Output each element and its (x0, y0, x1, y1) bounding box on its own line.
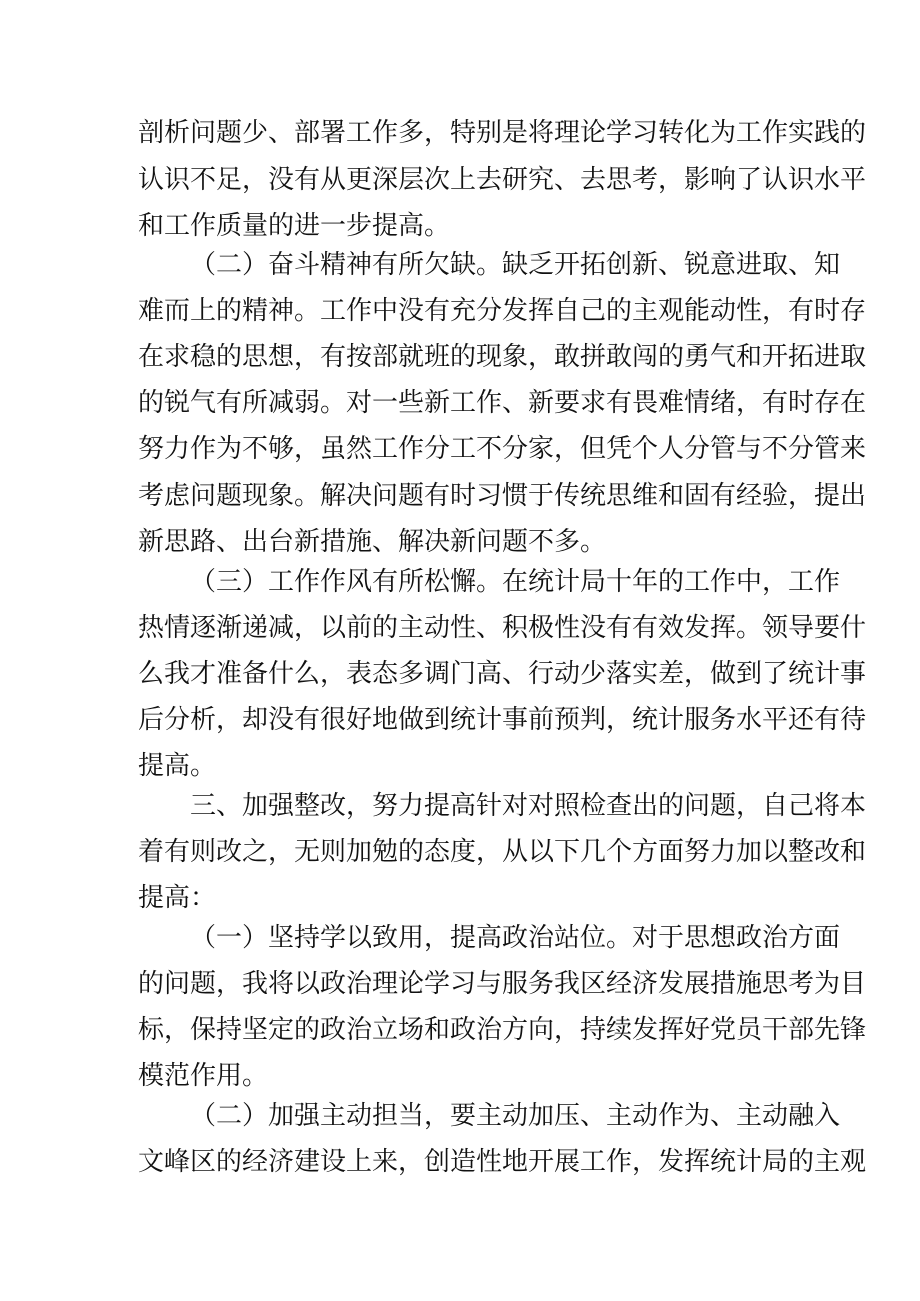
body-text-line: 提高： (138, 883, 217, 913)
section-heading-line: （二）加强主动担当，要主动加压、主动作为、主动融入 (190, 1101, 841, 1131)
section-heading-line: （一）坚持学以致用，提高政治站位。对于思想政治方面 (190, 923, 841, 953)
body-text-line: 努力作为不够，虽然工作分工不分家，但凭个人分管与不分管来 (138, 434, 867, 464)
body-text-line: 提高。 (138, 751, 217, 781)
section-heading-line: （三）工作作风有所松懈。在统计局十年的工作中，工作 (190, 567, 841, 597)
body-text-line: 后分析，却没有很好地做到统计事前预判，统计服务水平还有待 (138, 705, 867, 735)
body-text-line: 和工作质量的进一步提高。 (138, 211, 451, 241)
body-text-line: 标，保持坚定的政治立场和政治方向，持续发挥好党员干部先锋 (138, 1015, 867, 1045)
body-text-line: 的问题，我将以政治理论学习与服务我区经济发展措施思考为目 (138, 969, 867, 999)
body-text-line: 剖析问题少、部署工作多，特别是将理论学习转化为工作实践的 (138, 118, 867, 148)
body-text-line: 新思路、出台新措施、解决新问题不多。 (138, 527, 607, 557)
body-text-line: 在求稳的思想，有按部就班的现象，敢拼敢闯的勇气和开拓进取 (138, 342, 867, 372)
section-heading-line: （二）奋斗精神有所欠缺。缺乏开拓创新、锐意进取、知 (190, 250, 841, 280)
body-text-line: 着有则改之，无则加勉的态度，从以下几个方面努力加以整改和 (138, 837, 867, 867)
section-heading-line: 三、加强整改，努力提高针对对照检查出的问题，自己将本 (190, 791, 867, 821)
body-text-line: 认识不足，没有从更深层次上去研究、去思考，影响了认识水平 (138, 165, 867, 195)
body-text-line: 考虑问题现象。解决问题有时习惯于传统思维和固有经验，提出 (138, 481, 867, 511)
body-text-line: 的锐气有所减弱。对一些新工作、新要求有畏难情绪，有时存在 (138, 388, 867, 418)
body-text-line: 难而上的精神。工作中没有充分发挥自己的主观能动性，有时存 (138, 296, 867, 326)
body-text-line: 文峰区的经济建设上来，创造性地开展工作，发挥统计局的主观 (138, 1147, 867, 1177)
body-text-line: 么我才准备什么，表态多调门高、行动少落实差，做到了统计事 (138, 659, 867, 689)
body-text-line: 热情逐渐递减，以前的主动性、积极性没有有效发挥。领导要什 (138, 613, 867, 643)
body-text-line: 模范作用。 (138, 1061, 269, 1091)
